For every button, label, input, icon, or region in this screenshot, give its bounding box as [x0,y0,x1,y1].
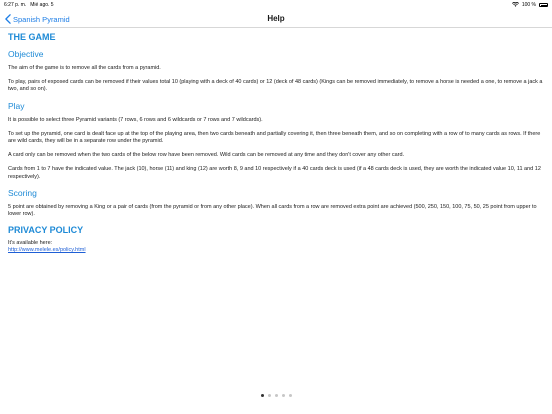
objective-paragraph-2: To play, pairs of exposed cards can be removed if their values total 10 (playing with a deck of 40 cards) or 12 (deck of 48 cards) (Kings can be removed immediately, to remove a horse is needed a one, to remove a jack a two, and so on). [8,79,543,93]
play-paragraph-1: It is possible to select three Pyramid variants (7 rows, 6 rows and 6 wildcards or 7 rows and 7 wildcards). [8,116,263,123]
privacy-paragraph: It's available here: [8,240,53,247]
play-paragraph-3: A card only can be removed when the two cards of the below row have been removed. Wild cards can be removed at any time and they don't cover any other card. [8,152,405,159]
status-time: 6:27 p. m. [4,2,27,8]
page-indicator[interactable] [0,392,552,398]
section-title-scoring: Scoring [8,187,37,198]
status-date: Mié ago. 5 [30,2,54,8]
scoring-paragraph-1: 5 point are obtained by removing a King or a pair of cards (from the pyramid or from any other place). When all cards from a row are removed extra point are achieved (500, 250, 150, 100, 75, 50, 25 point from upper to lower row). [8,203,537,218]
back-button-label: Spanish Pyramid [13,14,70,24]
wifi-icon [512,2,519,9]
help-content [8,32,546,255]
privacy-policy-link[interactable]: http://www.melele.es/policy.html [8,247,86,254]
navigation-bar [0,10,552,28]
section-title-privacy: PRIVACY POLICY [8,225,84,236]
page-title: Help [267,14,285,23]
section-title-game: THE GAME [8,32,56,42]
play-paragraph-2: To set up the pyramid, one card is dealt face up at the top of the playing area, then two cards beneath and partially covering it, then three beneath them, and so on completing with a row of to many cards as rows. If there are wild cards, they will be in a separate row under the pyramid. [8,130,541,145]
play-paragraph-4: Cards from 1 to 7 have the indicated value. The jack (10), horse (11) and king (12) are worth 8, 9 and 10 respectively if a 40 cards deck is used (if a 48 cards deck is used, they are worth the indicated value 10, 11 and 12 respectively). [8,166,541,180]
chevron-left-icon [4,14,12,24]
page-dot[interactable] [282,394,285,397]
page-dot[interactable] [275,394,278,397]
section-title-play: Play [8,100,25,111]
page-dot[interactable] [268,394,271,397]
section-title-objective: Objective [8,49,44,59]
objective-paragraph-1: The aim of the game is to remove all the cards from a pyramid. [8,65,161,71]
battery-icon [539,3,548,7]
back-button[interactable] [4,12,70,26]
page-dot[interactable] [289,394,292,397]
page-dot[interactable] [261,394,264,397]
battery-percent: 100 % [521,2,536,8]
status-bar [0,0,552,10]
